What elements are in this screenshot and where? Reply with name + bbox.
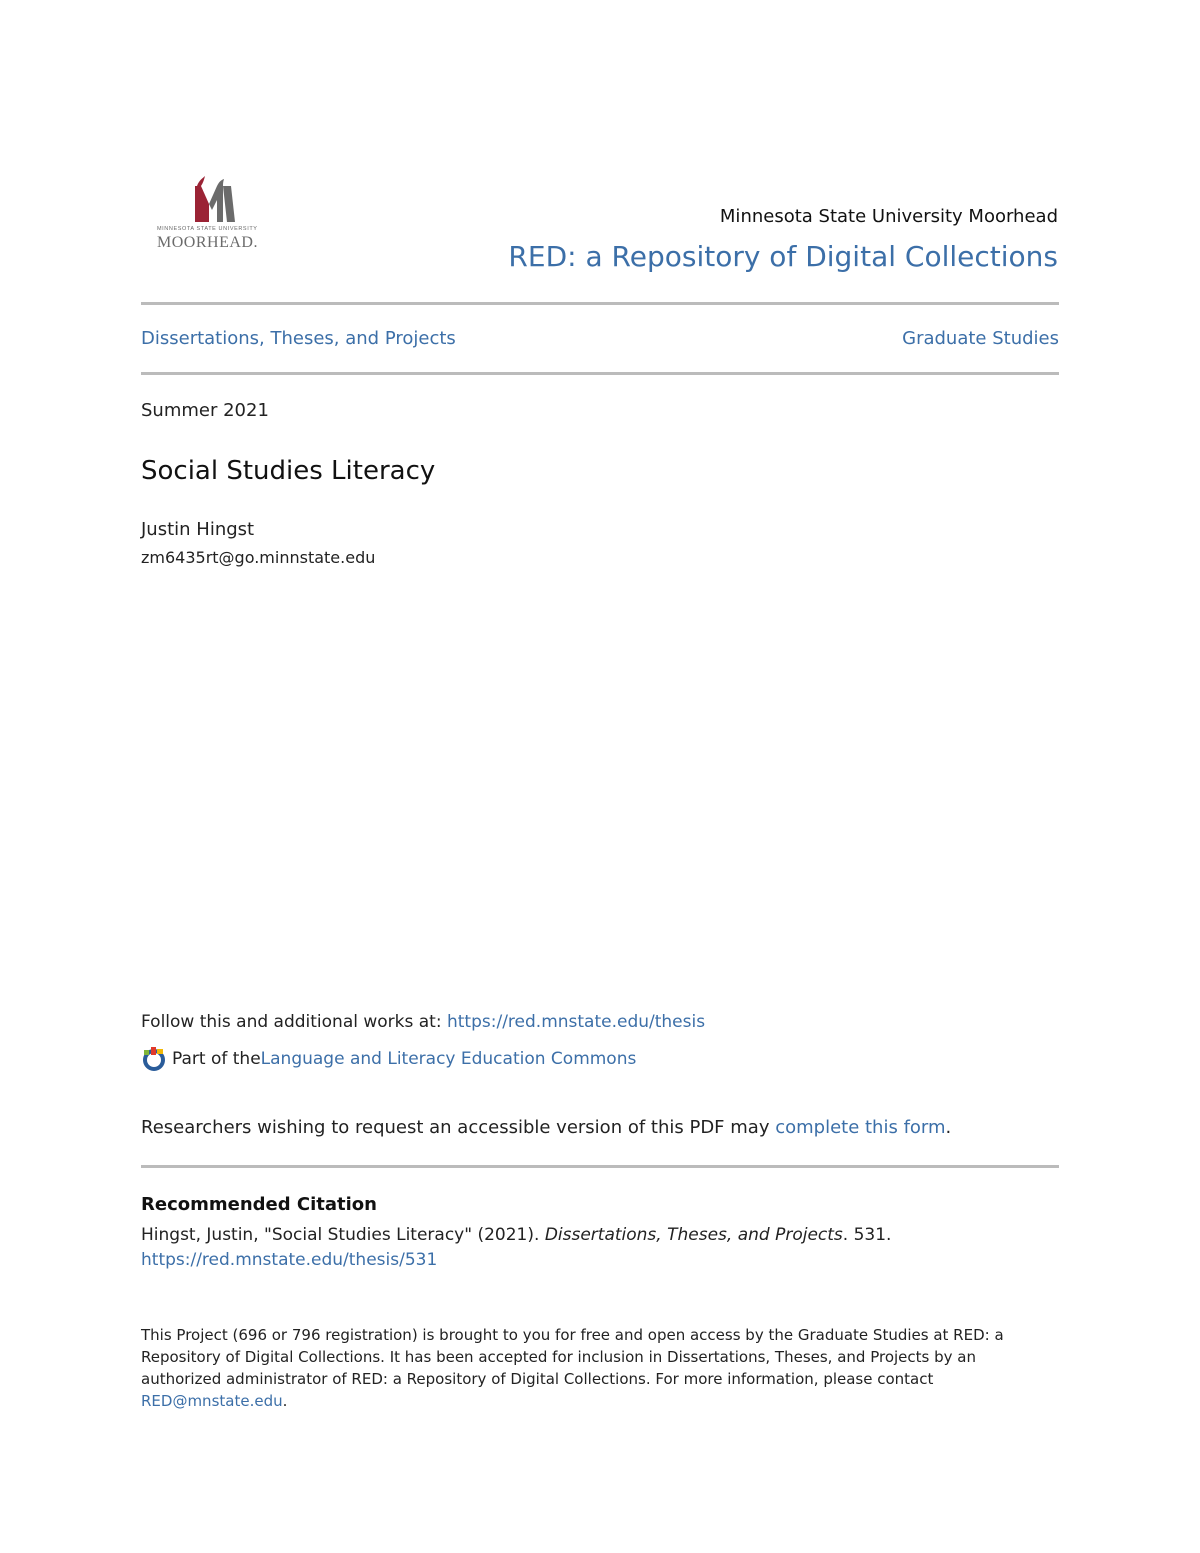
repository-name[interactable]: RED: a Repository of Digital Collections [508, 240, 1058, 273]
divider-citation [141, 1165, 1059, 1168]
msum-m-mark-icon [157, 176, 281, 224]
department-link[interactable]: Graduate Studies [902, 328, 1059, 349]
citation-url-link[interactable]: https://red.mnstate.edu/thesis/531 [141, 1250, 438, 1270]
bepress-commons-icon [141, 1046, 167, 1072]
follow-line [141, 1012, 705, 1032]
divider-top [141, 302, 1059, 305]
accessibility-prefix: Researchers wishing to request an accessible version of this PDF may [141, 1117, 776, 1138]
commons-link[interactable]: Language and Literacy Education Commons [260, 1049, 637, 1069]
follow-prefix: Follow this and additional works at: [141, 1012, 447, 1032]
citation-text [141, 1225, 891, 1245]
part-of-line [141, 1046, 636, 1072]
citation-prefix: Hingst, Justin, "Social Studies Literacy" (2021). [141, 1225, 545, 1245]
logo-moorhead-text: MOORHEAD. [157, 234, 258, 251]
footer-suffix: . [282, 1392, 288, 1410]
accessibility-suffix: . [945, 1117, 952, 1138]
publication-date: Summer 2021 [141, 400, 269, 421]
part-of-prefix: Part of the [172, 1049, 261, 1069]
accessibility-line [141, 1117, 951, 1138]
citation-suffix: . 531. [842, 1225, 892, 1245]
citation-series: Dissertations, Theses, and Projects [544, 1225, 843, 1245]
footer-text: This Project (696 or 796 registration) is brought to you for free and open access by the Graduate Studies at RED: a Repository of Digital Collections. It has been accepted for inclusion in Dissertations, Theses, and Projects by an authorized administrator of RED: a Repository of Digital Collections. For more information, please contact [141, 1326, 1004, 1388]
divider-breadcrumb [141, 372, 1059, 375]
author-email: zm6435rt@go.minnstate.edu [141, 548, 376, 567]
collection-link[interactable]: Dissertations, Theses, and Projects [141, 328, 456, 349]
complete-form-link[interactable]: complete this form [775, 1117, 946, 1138]
institution-name: Minnesota State University Moorhead [719, 206, 1058, 227]
logo-university-text: MINNESOTA STATE UNIVERSITY [157, 226, 258, 232]
footer-notice [141, 1324, 1059, 1412]
follow-url-link[interactable]: https://red.mnstate.edu/thesis [446, 1012, 706, 1032]
citation-heading: Recommended Citation [141, 1194, 377, 1215]
author-name: Justin Hingst [141, 519, 255, 540]
work-title: Social Studies Literacy [141, 456, 436, 486]
contact-email-link[interactable]: RED@mnstate.edu [141, 1392, 283, 1410]
msum-logo [157, 176, 281, 256]
